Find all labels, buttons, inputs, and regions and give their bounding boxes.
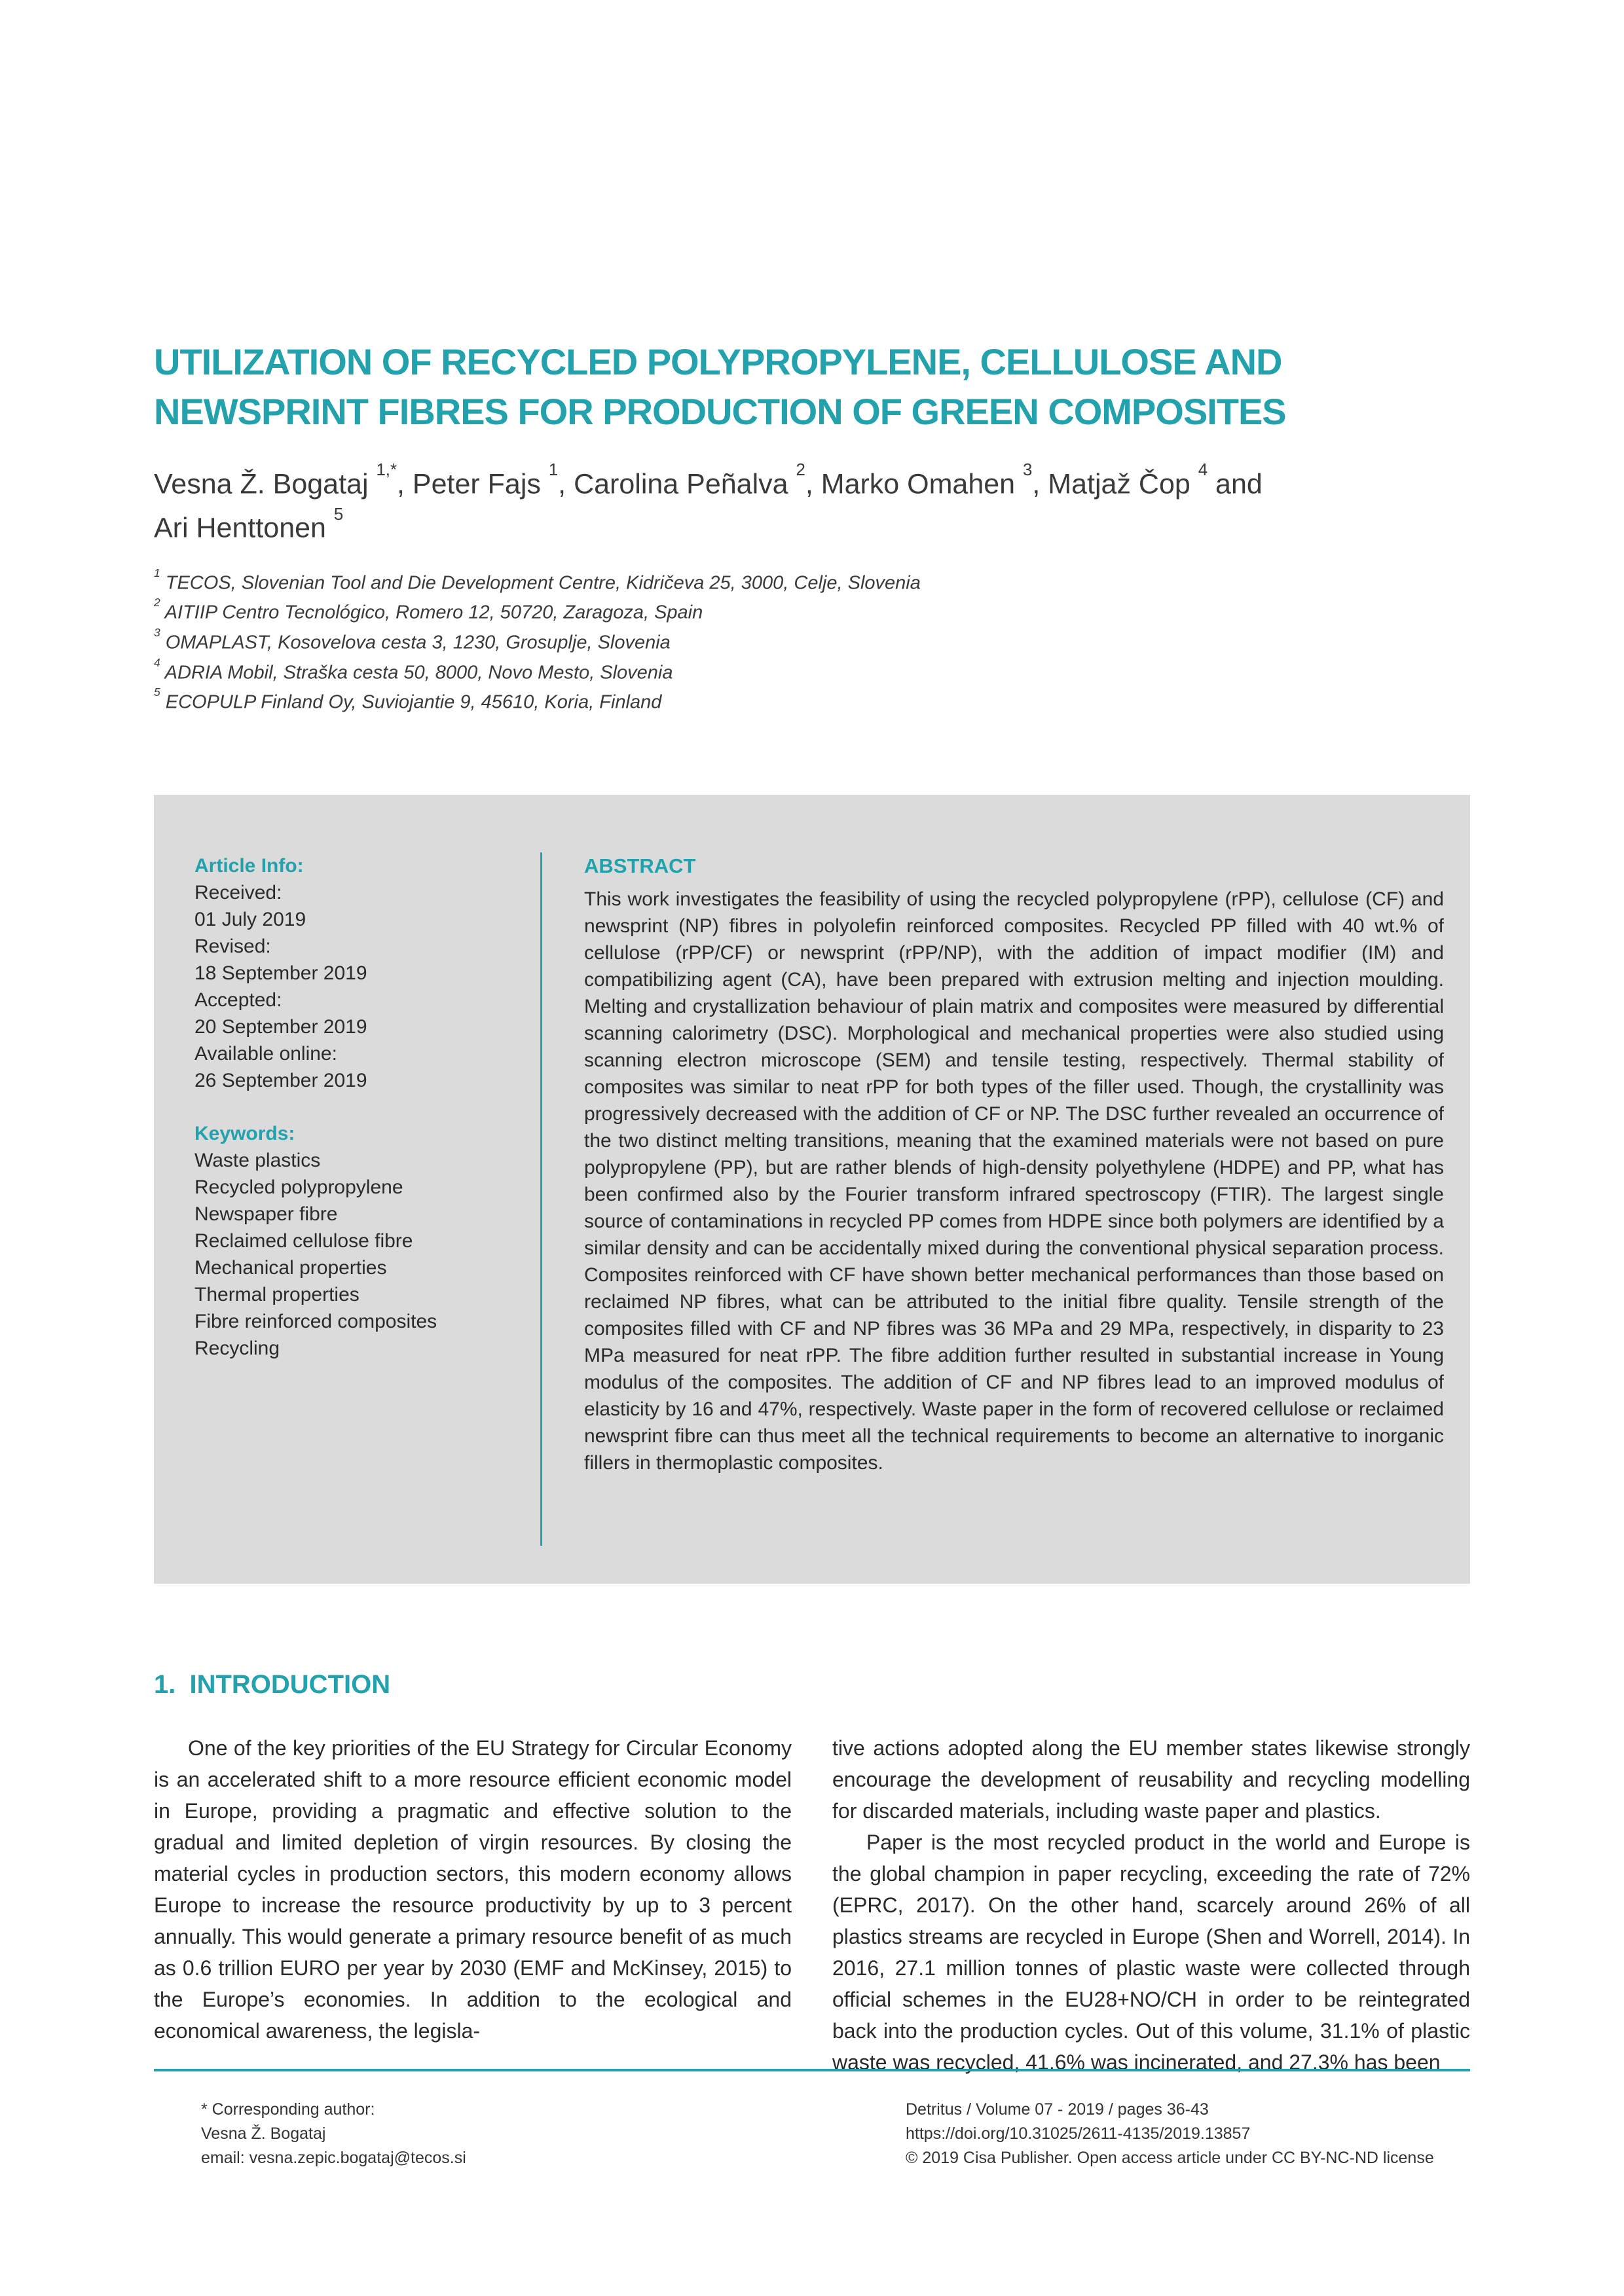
article-info-abstract-panel (154, 795, 1470, 1584)
article-info-field: Received: (194, 881, 282, 903)
affiliation-text: TECOS, Slovenian Tool and Die Development Centre, Kidričeva 25, 3000, Celje, Slovenia (160, 572, 921, 594)
page-footer (154, 2069, 1470, 2170)
affiliation (154, 566, 1470, 596)
abstract-heading: ABSTRACT (584, 854, 696, 877)
author-name: Vesna Ž. Bogataj (154, 468, 377, 500)
author-superscript: 2 (796, 461, 805, 480)
affiliation-superscript: 2 (154, 596, 160, 610)
keywords-block (194, 1120, 515, 1362)
section-heading-introduction: 1. INTRODUCTION (154, 1669, 391, 1699)
intro-paragraph: One of the key priorities of the EU Strategy for Circular Economy is an accelerated shift to a more resource efficient economic model in Europe, providing a pragmatic and effective solution to the gradual and limited depletion of virgin resources. By closing the material cycles in production sectors, this modern economy allows Europe to increase the resource productivity by up to 3 percent annually. This would generate a primary resource benefit of as much as 0.6 trillion EURO per year by 2030 (EMF and McKinsey, 2015) to the Europe’s economies. In addition to the ecological and economical awareness, the legisla- (154, 1736, 792, 2043)
article-info-heading: Article Info: (194, 854, 304, 877)
affiliation-superscript: 1 (154, 566, 160, 579)
introduction-right-column (832, 1732, 1470, 2078)
authors (154, 459, 1470, 547)
keyword: Recycling (194, 1337, 280, 1359)
author-superscript: 4 (1198, 461, 1208, 480)
keyword: Recycled polypropylene (194, 1176, 403, 1198)
abstract-text: This work investigates the feasibility of using the recycled polypropylene (rPP), cellulose (CF) and newsprint (NP) fibres in polyolefin reinforced composites. Recycled PP filled with 40 wt.% of cellulose (rPP/CF) or newsprint (rPP/NP), with the addition of impact modifier (IM) and compatibilizing agent (CA), have been prepared with extrusion melting and injection moulding. Melting and crystallization behaviour of plain matrix and composites were measured by differential scanning calorimetry (DSC). Morphological and mechanical properties were also studied using scanning electron microscope (SEM) and tensile testing, respectively. Thermal stability of composites was similar to neat rPP for both types of the filler used. Though, the crystallinity was progressively decreased with the addition of CF or NP. The DSC further revealed an occurrence of the two distinct melting transitions, meaning that the examined materials were not based on pure polypropylene (PP), but are rather blends of high-density polyethylene (HDPE) and PP, what has been confirmed also by the Fourier transform infrared spectroscopy (FTIR). The largest single source of contaminations in recycled PP comes from HDPE since both polymers are identified by a similar density and can be accidentally mixed during the conventional physical separation process. Composites reinforced with CF have shown better mechanical performances than those based on reclaimed NP fibres, what can be attributed to the initial fibre quality. Tensile strength of the composites filled with CF and NP fibres was 36 MPa and 29 MPa, respectively, in disparity to 23 MPa measured for neat rPP. The fibre addition further resulted in substantial increase in Young modulus of the composites. The addition of CF and NP fibres lead to an improved modulus of elasticity by 16 and 47%, respectively. Waste paper in the form of recovered cellulose or reclaimed newsprint fibre can thus meet all the technical requirements to become an alternative to inorganic fillers in thermoplastic composites. (584, 888, 1444, 1474)
affiliations (154, 566, 1470, 715)
journal-citation: Detritus / Volume 07 - 2019 / pages 36-43 (906, 2100, 1209, 2119)
article-info (194, 852, 515, 1546)
keywords-heading: Keywords: (194, 1122, 295, 1144)
corresponding-author-name: Vesna Ž. Bogataj (201, 2124, 326, 2143)
introduction-left-column (154, 1732, 792, 2078)
intro-paragraph: Paper is the most recycled product in the world and Europe is the global champion in paper recycling, exceeding the rate of 72% (EPRC, 2017). On the other hand, scarcely around 26% of all plastics streams are recycled in Europe (Shen and Worrell, 2014). In 2016, 27.1 million tonnes of plastic waste were collected through official schemes in the EU28+NO/CH in order to be reintegrated back into the production cycles. Out of this volume, 31.1% of plastic waste was recycled, 41.6% was incinerated, and 27.3% has been (832, 1830, 1470, 2074)
keyword: Mechanical properties (194, 1256, 387, 1279)
author-superscript: 3 (1023, 461, 1033, 480)
author-conjunction: and (1208, 468, 1263, 500)
doi-link[interactable]: https://doi.org/10.31025/2611-4135/2019.13857 (906, 2124, 1251, 2143)
affiliation-text: OMAPLAST, Kosovelova cesta 3, 1230, Grosuplje, Slovenia (160, 632, 671, 653)
affiliation (154, 625, 1470, 655)
keyword: Thermal properties (194, 1283, 360, 1305)
article-info-field: Available online: (194, 1042, 337, 1065)
corresponding-author-email[interactable]: email: vesna.zepic.bogataj@tecos.si (201, 2149, 466, 2167)
affiliation-text: ECOPULP Finland Oy, Suviojantie 9, 45610, Koria, Finland (160, 691, 662, 713)
author-name: , Peter Fajs (397, 468, 549, 500)
abstract-section (584, 852, 1444, 1546)
article-info-field: Accepted: (194, 989, 282, 1011)
article-info-field: Revised: (194, 935, 271, 957)
keyword: Newspaper fibre (194, 1203, 338, 1225)
affiliation-text: AITIIP Centro Tecnológico, Romero 12, 50720, Zaragoza, Spain (160, 602, 703, 623)
author-name: , Marko Omahen (805, 468, 1024, 500)
corresponding-author-block (154, 2098, 906, 2170)
article-info-field: 01 July 2019 (194, 908, 306, 930)
author-name: , Carolina Peñalva (558, 468, 796, 500)
paper-title-line-1: UTILIZATION OF RECYCLED POLYPROPYLENE, CELLULOSE AND (154, 341, 1282, 382)
affiliation-superscript: 4 (154, 655, 160, 669)
license-note: © 2019 Cisa Publisher. Open access article under CC BY-NC-ND license (906, 2149, 1434, 2167)
keyword: Reclaimed cellulose fibre (194, 1230, 413, 1252)
affiliation-text: ADRIA Mobil, Straška cesta 50, 8000, Novo Mesto, Slovenia (160, 662, 673, 683)
affiliation (154, 685, 1470, 715)
affiliation-superscript: 3 (154, 626, 160, 640)
article-info-field: 26 September 2019 (194, 1069, 367, 1091)
paper-title (154, 0, 1470, 437)
article-info-field: 18 September 2019 (194, 962, 367, 984)
affiliation (154, 595, 1470, 625)
paper-title-line-2: NEWSPRINT FIBRES FOR PRODUCTION OF GREEN COMPOSITES (154, 391, 1286, 432)
author-superscript: 5 (333, 505, 344, 524)
article-info-field: 20 September 2019 (194, 1015, 367, 1038)
author-name: , Matjaž Čop (1032, 468, 1198, 500)
affiliation-superscript: 5 (154, 685, 160, 699)
keyword: Waste plastics (194, 1149, 321, 1171)
author-name: Ari Henttonen (154, 512, 334, 544)
vertical-divider-line (540, 852, 542, 1546)
journal-info-block (906, 2098, 1470, 2170)
keyword: Fibre reinforced composites (194, 1310, 437, 1332)
affiliation (154, 655, 1470, 685)
introduction-columns (154, 1732, 1470, 2078)
intro-paragraph-continuation: tive actions adopted along the EU member states likewise strongly encourage the development of reusability and recycling modelling for discarded materials, including waste paper and plastics. (832, 1736, 1470, 1823)
author-superscript: 1 (548, 461, 559, 480)
corresponding-author-note: * Corresponding author: (201, 2100, 375, 2119)
author-superscript: 1,* (376, 461, 397, 480)
